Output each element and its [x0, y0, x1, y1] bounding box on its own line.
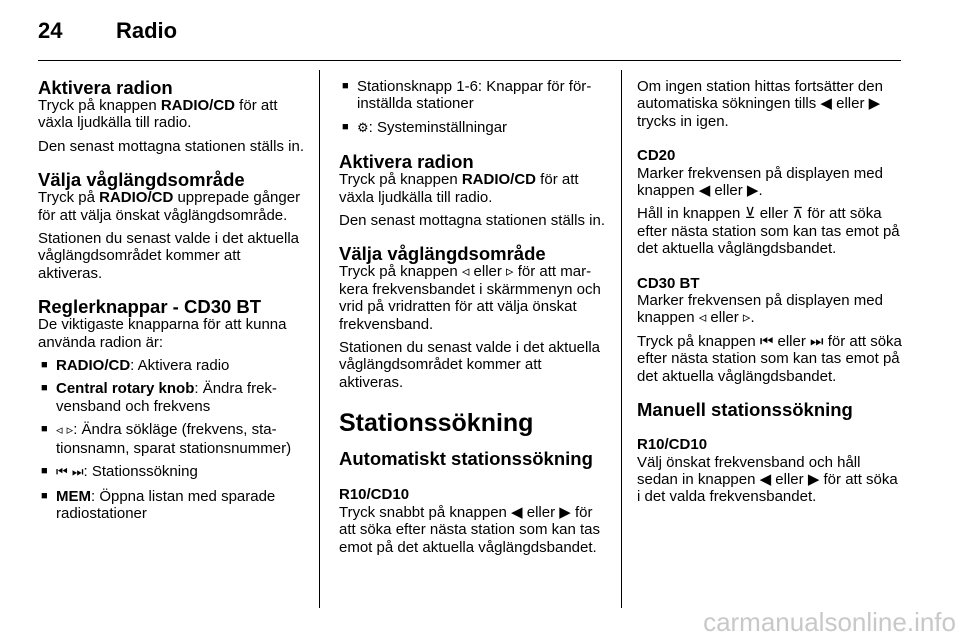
text: för att växla ljudkälla till radio. — [38, 97, 278, 132]
column-2 — [339, 78, 605, 562]
paragraph-select-band — [38, 189, 304, 224]
paragraph-cd30: Marker frekvensen på displayen med knappen ◃ eller ▹. — [637, 292, 883, 327]
item-bold: RADIO/CD — [56, 357, 131, 375]
paragraph-r10: Tryck snabbt på knappen ◀ eller ▶ för att söka efter nästa station som kan tas emot på det aktuella våglängdsbandet. — [339, 503, 600, 556]
paragraph-last-band: Stationen du senast valde i det aktuella våglängdsområdet kommer att aktiveras. — [339, 339, 601, 391]
column-divider-1 — [319, 70, 320, 608]
bullet-icon: ■ — [41, 382, 48, 395]
heading-select-band: Välja våglängdsområde — [339, 243, 546, 265]
watermark: carmanualsonline.info — [703, 607, 956, 637]
column-divider-2 — [621, 70, 622, 608]
item-bold: MEM — [56, 487, 91, 505]
paragraph-last-band: Stationen du senast valde i det aktuella våglängdsområdet kommer att aktiveras. — [38, 230, 300, 282]
bullet-icon: ■ — [41, 359, 48, 372]
heading-cd30-bt: CD30 BT — [637, 274, 700, 292]
paragraph-select-band: Tryck på knappen ◃ eller ▹ för att markera frekvensbandet i skärmmenyn och vrid på vridratten för att välja önskat frekvensband. — [339, 263, 601, 333]
paragraph-controls: De viktigaste knapparna för att kunna använda radion är: — [38, 316, 287, 351]
text: upprepade gånger för att välja önskat våglängdsområde. — [38, 189, 301, 224]
heading-r10-cd10: R10/CD10 — [637, 436, 708, 454]
page-number: 24 — [38, 18, 63, 43]
radio-cd-button-label: RADIO/CD — [160, 97, 236, 114]
list-item — [339, 119, 605, 137]
list-item — [38, 421, 304, 457]
heading-select-band: Välja våglängdsområde — [38, 169, 245, 191]
heading-activate-radio: Aktivera radion — [339, 151, 474, 173]
heading-auto-search: Automatiskt stationssökning — [339, 448, 593, 470]
paragraph-cd20-hold: Håll in knappen ⊻ eller ⊼ för att söka efter nästa station som kan tas emot på det aktuella våglängdsbandet. — [637, 205, 900, 258]
text: för att växla ljudkälla till radio. — [339, 171, 579, 206]
paragraph-cd30-press: Tryck på knappen ⏮ eller ⏭ för att söka efter nästa station som kan tas emot på det aktuella våglängdsbandet. — [637, 332, 902, 385]
page-header — [38, 18, 918, 48]
item-text: Stationsknapp 1-6: Knappar för förinställda stationer — [357, 78, 592, 113]
item-text: : Ändra sökläge (frekvens, stationsnamn, sparat stationsnummer) — [56, 421, 292, 457]
item-bold: Central rotary knob — [56, 380, 195, 398]
radio-cd-button-label: RADIO/CD — [99, 189, 174, 207]
column-1 — [38, 78, 304, 528]
item-text: : Systeminställningar — [368, 118, 508, 136]
list-item — [339, 78, 605, 113]
paragraph-cd20: Marker frekvensen på displayen med knappen ◀ eller ▶. — [637, 164, 883, 200]
text: Tryck på knappen — [38, 97, 161, 114]
paragraph-activate — [339, 171, 605, 206]
radio-cd-button-label: RADIO/CD — [461, 171, 537, 189]
column-3 — [637, 78, 903, 512]
settings-icon: ⚙ — [357, 120, 369, 136]
item-text: : Aktivera radio — [130, 357, 230, 375]
heading-controls: Reglerknappar - CD30 BT — [38, 296, 262, 318]
skip-icon: ⏮ ⏭ — [56, 465, 84, 481]
seek-mode-icon: ◃ ▹ — [56, 423, 74, 439]
heading-r10-cd10: R10/CD10 — [339, 486, 410, 504]
controls-list — [38, 357, 304, 522]
paragraph-last-station: Den senast mottagna stationen ställs in. — [38, 137, 304, 155]
item-text: : Ändra frekvensband och frekvens — [56, 380, 277, 415]
bullet-icon: ■ — [41, 423, 48, 436]
bullet-icon: ■ — [342, 80, 349, 92]
heading-cd20: CD20 — [637, 147, 676, 165]
text: Tryck på — [38, 189, 100, 207]
paragraph-activate — [38, 97, 304, 132]
paragraph-last-station: Den senast mottagna stationen ställs in. — [339, 212, 605, 230]
bullet-icon: ■ — [41, 465, 48, 478]
list-item — [38, 357, 304, 374]
heading-activate-radio: Aktivera radion — [38, 77, 173, 98]
heading-station-search: Stationssökning — [339, 409, 534, 438]
list-item — [38, 463, 304, 481]
text: Tryck på knappen — [339, 171, 462, 189]
item-text: : Öppna listan med sparade radiostationer — [56, 487, 276, 522]
bullet-icon: ■ — [342, 120, 349, 133]
page-title: Radio — [116, 18, 178, 43]
paragraph-r10: Välj önskat frekvensband och håll sedan in knappen ◀ eller ▶ för att söka i det valda frekvensbandet. — [637, 453, 898, 506]
list-item — [38, 380, 304, 415]
heading-manual-search: Manuell stationssökning — [637, 399, 853, 421]
bullet-icon: ■ — [41, 489, 48, 502]
item-text: : Stationssökning — [83, 463, 198, 481]
list-item — [38, 488, 304, 523]
paragraph-not-found: Om ingen station hittas fortsätter den automatiska sökningen tills ◀ eller ▶ trycks in igen. — [637, 78, 883, 130]
controls-list-continued — [339, 78, 605, 137]
header-rule — [38, 60, 901, 61]
